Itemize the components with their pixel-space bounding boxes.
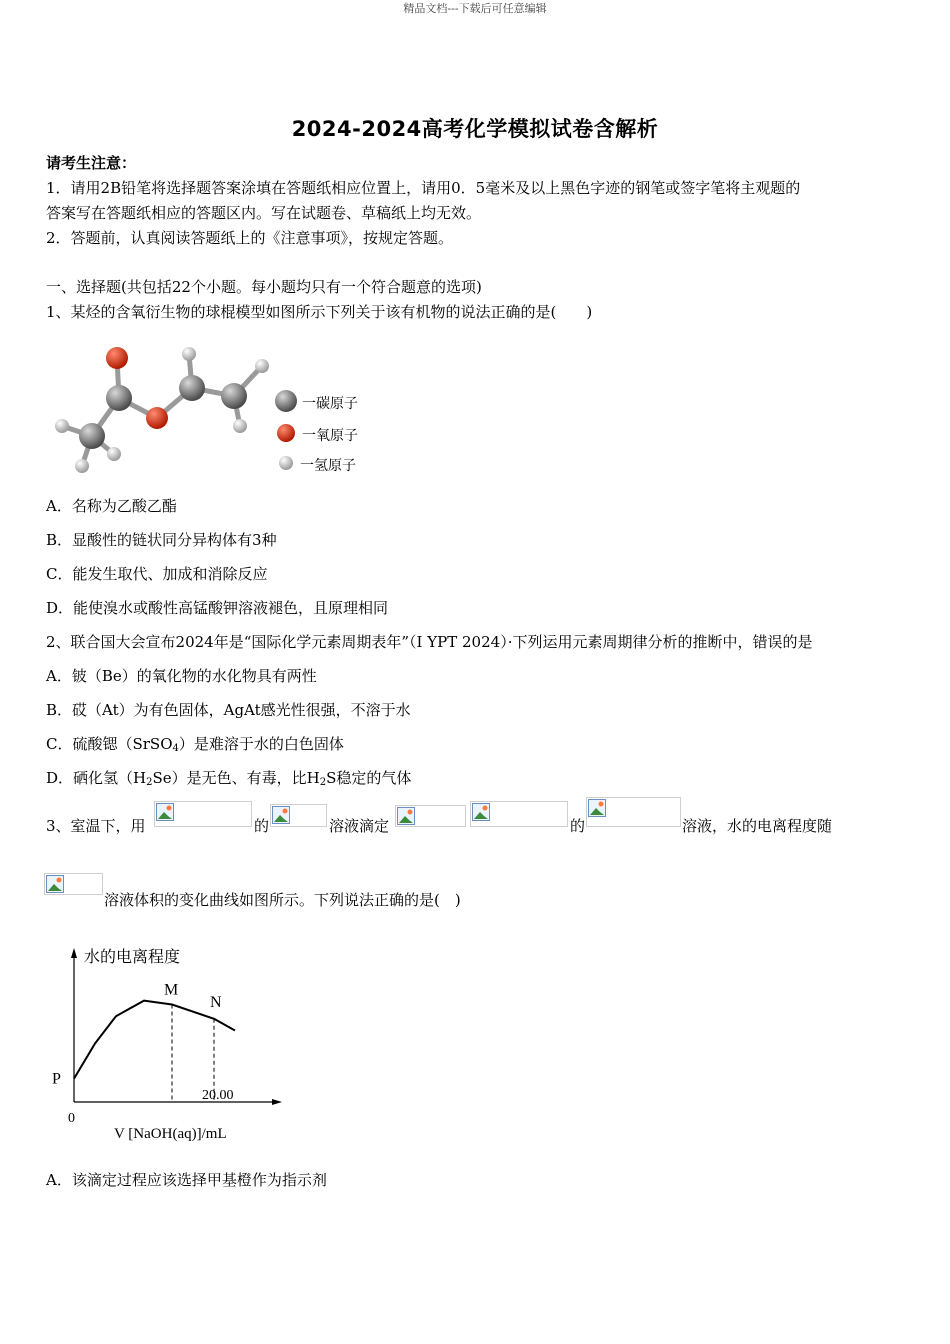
image-icon <box>156 803 174 821</box>
q3-text-line2: 溶液体积的变化曲线如图所示。下列说法正确的是( ) <box>104 891 461 909</box>
carbon-atom-icon <box>221 383 247 409</box>
q2-option-c: C．硫酸锶（SrSO$_4$）是难溶于水的白色固体 <box>46 735 344 754</box>
broken-image-placeholder <box>470 801 568 827</box>
point-p-label: P <box>52 1070 61 1088</box>
hydrogen-atom-icon <box>182 347 196 361</box>
q1-option-a: A．名称为乙酸乙酯 <box>46 497 177 515</box>
carbon-atom-icon <box>179 375 205 401</box>
hydrogen-atom-icon <box>107 447 121 461</box>
molecule-model-image <box>44 336 374 486</box>
oxygen-atom-icon <box>106 347 128 369</box>
q3-text-2: 的 <box>254 817 270 835</box>
point-n-label: N <box>210 993 222 1011</box>
y-axis-label: 水的电离程度 <box>84 949 181 966</box>
q2-option-b: B．砹（At）为有色固体，AgAt感光性很强，不溶于水 <box>46 701 411 719</box>
image-icon <box>397 807 415 825</box>
hydrogen-atom-icon <box>233 419 247 433</box>
oxygen-legend-icon <box>277 424 295 442</box>
x-axis-arrow-icon <box>272 1099 282 1105</box>
page-header: 精品文档---下载后可任意编辑 <box>403 2 547 15</box>
q3-text-5: 溶液，水的电离程度随 <box>682 817 833 835</box>
carbon-legend-icon <box>275 390 297 412</box>
q1-stem: 1、某烃的含氧衍生物的球棍模型如图所示下列关于该有机物的说法正确的是( ) <box>46 303 593 321</box>
legend-hydrogen: 一氢原子 <box>300 459 356 474</box>
hydrogen-atom-icon <box>75 459 89 473</box>
hydrogen-legend-icon <box>279 456 293 470</box>
carbon-atom-icon <box>106 385 132 411</box>
x-tick-label: 20.00 <box>202 1088 234 1103</box>
notice-item-1: 1．请用2B铅笔将选择题答案涂填在答题纸相应位置上，请用0．5毫米及以上黑色字迹的钢笔或签字笔将主观题的 <box>46 179 801 197</box>
x-axis-label: V [NaOH(aq)]/mL <box>114 1126 227 1142</box>
q1-option-c: C．能发生取代、加成和消除反应 <box>46 565 268 583</box>
notice-item-1-cont: 答案写在答题纸相应的答题区内。写在试题卷、草稿纸上均无效。 <box>46 204 482 222</box>
broken-image-placeholder <box>44 873 103 895</box>
hydrogen-atom-icon <box>55 419 69 433</box>
broken-image-placeholder <box>586 797 681 827</box>
point-m-label: M <box>164 981 179 999</box>
oxygen-atom-icon <box>146 407 168 429</box>
image-icon <box>46 875 64 893</box>
image-icon <box>588 799 606 817</box>
q3-text-3: 溶液滴定 <box>329 817 390 835</box>
q1-option-b: B．显酸性的链状同分异构体有3种 <box>46 531 277 549</box>
titration-chart <box>44 940 294 1150</box>
broken-image-placeholder <box>154 801 252 827</box>
curve-line <box>74 1001 235 1079</box>
section-heading: 一、选择题(共包括22个小题。每小题均只有一个符合题意的选项) <box>46 278 482 296</box>
image-icon <box>472 803 490 821</box>
page-title: 2024-2024高考化学模拟试卷含解析 <box>291 117 659 141</box>
broken-image-placeholder <box>395 805 466 827</box>
hydrogen-atom-icon <box>255 359 269 373</box>
carbon-atom-icon <box>79 423 105 449</box>
notice-heading: 请考生注意： <box>46 154 137 172</box>
q1-option-d: D．能使溴水或酸性高锰酸钾溶液褪色，且原理相同 <box>46 599 389 617</box>
q3-text-4: 的 <box>570 817 586 835</box>
q2-option-a: A．铍（Be）的氧化物的水化物具有两性 <box>46 667 317 685</box>
q2-stem: 2、联合国大会宣布2024年是“国际化学元素周期表年”（I YPT 2024）·下列运用元素周期律分析的推断中，错误的是 <box>46 633 813 651</box>
origin-label: 0 <box>68 1111 75 1126</box>
image-icon <box>272 806 290 824</box>
q3-option-a: A．该滴定过程应该选择甲基橙作为指示剂 <box>46 1171 327 1189</box>
legend-carbon: 一碳原子 <box>302 397 358 412</box>
q3-text-1: 3、室温下，用 <box>46 817 146 835</box>
notice-item-2: 2．答题前，认真阅读答题纸上的《注意事项》，按规定答题。 <box>46 229 454 247</box>
broken-image-placeholder <box>270 804 327 827</box>
q2-option-d: D．硒化氢$(H_2Se)$是无色、有毒，比$H_2S$稳定的气体 <box>46 769 412 788</box>
y-axis-arrow-icon <box>71 948 77 958</box>
legend-oxygen: 一氧原子 <box>302 429 358 444</box>
